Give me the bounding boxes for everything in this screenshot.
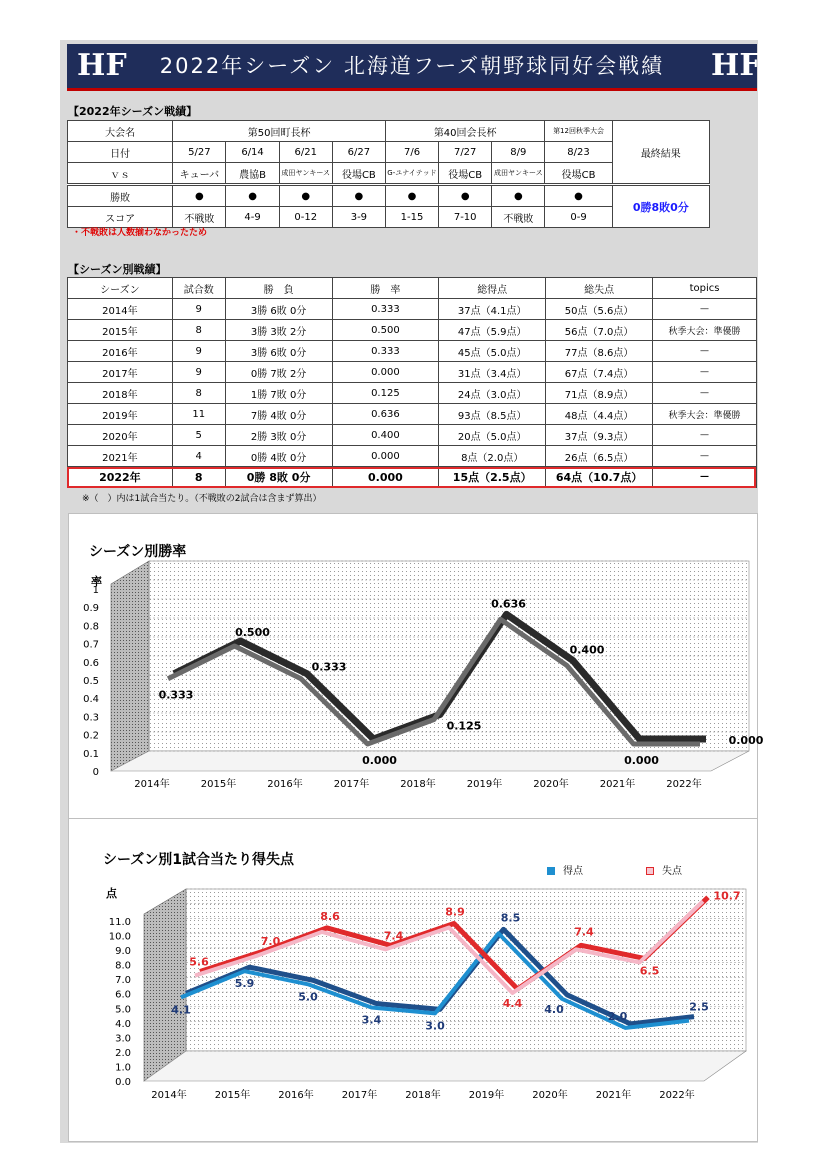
season-cell: 8 bbox=[172, 383, 225, 404]
y-tick-label: 0.8 bbox=[83, 621, 99, 633]
data-label: 0.500 bbox=[235, 626, 270, 639]
result-mark: ● bbox=[385, 185, 438, 207]
data-label: 10.7 bbox=[713, 889, 741, 903]
x-tick-label: 2017年 bbox=[333, 779, 370, 790]
season-cell: 2019年 bbox=[68, 404, 173, 425]
result-mark: ● bbox=[492, 185, 545, 207]
data-label: 0.000 bbox=[362, 754, 397, 767]
opponent: 成田ヤンキース bbox=[279, 163, 332, 185]
y-tick-label: 5.0 bbox=[115, 1004, 131, 1016]
season-row bbox=[68, 446, 757, 467]
data-label: 5.0 bbox=[298, 990, 318, 1004]
season-cell: 3勝 3敗 2分 bbox=[225, 320, 332, 341]
column-header: 総得点 bbox=[439, 278, 546, 299]
x-tick-label: 2018年 bbox=[400, 779, 436, 790]
season-cell: 77点（8.6点） bbox=[546, 341, 653, 362]
y-tick-label: 0.3 bbox=[83, 712, 99, 724]
game-date: 6/21 bbox=[279, 142, 332, 163]
game-score: 不戦敗 bbox=[173, 207, 226, 228]
data-label: 0.333 bbox=[158, 688, 194, 702]
legend-allowed-swatch bbox=[646, 867, 654, 875]
win-rate-chart bbox=[69, 514, 764, 819]
season-cell: 0.000 bbox=[332, 362, 439, 383]
y-tick-label: 8.0 bbox=[115, 960, 131, 972]
game-date: 6/14 bbox=[226, 142, 279, 163]
current-season-highlight bbox=[67, 467, 756, 488]
season-cell: 8 bbox=[172, 467, 225, 488]
season-cell: — bbox=[653, 446, 757, 467]
column-header: topics bbox=[653, 278, 757, 299]
data-label: 5.6 bbox=[189, 955, 209, 969]
data-label: 2.0 bbox=[607, 1009, 628, 1023]
season-cell: — bbox=[653, 467, 757, 488]
result-mark: ● bbox=[226, 185, 279, 207]
y-tick-label: 0.4 bbox=[83, 694, 99, 706]
data-label: 4.1 bbox=[171, 1003, 191, 1017]
win-rate-chart-title: シーズン別勝率 bbox=[89, 544, 187, 560]
result-mark: ● bbox=[173, 185, 226, 207]
data-label: 5.9 bbox=[234, 977, 255, 991]
row-label: 日付 bbox=[68, 142, 173, 163]
season-cell: 2016年 bbox=[68, 341, 173, 362]
row-label: ｖｓ bbox=[68, 163, 173, 185]
y-tick-label: 0.9 bbox=[83, 603, 99, 615]
result-mark: ● bbox=[279, 185, 332, 207]
y-tick-label: 7.0 bbox=[115, 975, 131, 987]
season-row bbox=[68, 362, 757, 383]
season-cell: 67点（7.4点） bbox=[546, 362, 653, 383]
seasons-label: 【シーズン別戦績】 bbox=[68, 263, 167, 276]
data-label: 7.4 bbox=[383, 929, 404, 943]
per-game-note: ※（ ）内は1試合当たり。（不戦敗の2試合は含まず算出） bbox=[82, 494, 322, 504]
y-tick-label: 10.0 bbox=[108, 931, 131, 943]
opponent: 役場CB bbox=[332, 163, 385, 185]
column-header: 総失点 bbox=[546, 278, 653, 299]
season-cell: 47点（5.9点） bbox=[439, 320, 546, 341]
x-tick-label: 2014年 bbox=[134, 779, 170, 790]
result-mark: ● bbox=[332, 185, 385, 207]
y-tick-label: 0.0 bbox=[115, 1077, 131, 1088]
final-label: 最終結果 bbox=[612, 121, 709, 185]
tournament-name: 第40回会長杯 bbox=[385, 121, 544, 142]
opponent: 役場CB bbox=[545, 163, 612, 185]
season-cell: 15点（2.5点） bbox=[439, 467, 546, 488]
game-date: 8/9 bbox=[492, 142, 545, 163]
data-label: 0.400 bbox=[569, 643, 605, 657]
club-logo-right: HF bbox=[711, 48, 761, 83]
opponent: 成田ヤンキース bbox=[492, 163, 545, 185]
x-tick-label: 2014年 bbox=[151, 1090, 187, 1101]
y-tick-label: 11.0 bbox=[108, 917, 131, 928]
data-label: 8.5 bbox=[500, 911, 521, 925]
season-cell: — bbox=[653, 383, 757, 404]
season-cell: 0.000 bbox=[332, 467, 439, 488]
data-label: 3.4 bbox=[361, 1013, 382, 1027]
season-cell: 50点（5.6点） bbox=[546, 299, 653, 320]
final-result: 0勝8敗0分 bbox=[612, 185, 709, 228]
column-header: 勝 負 bbox=[225, 278, 332, 299]
x-tick-label: 2018年 bbox=[405, 1090, 441, 1101]
y-tick-label: 0.2 bbox=[83, 730, 99, 742]
y-tick-label: 3.0 bbox=[115, 1033, 131, 1045]
legend-allowed bbox=[646, 862, 682, 877]
x-tick-label: 2022年 bbox=[659, 1090, 695, 1101]
data-label: 8.9 bbox=[445, 905, 465, 919]
data-label: 0.636 bbox=[491, 597, 526, 611]
season-row bbox=[68, 341, 757, 362]
seasons-table bbox=[67, 277, 757, 488]
x-tick-label: 2015年 bbox=[214, 1090, 251, 1101]
season-2022-table bbox=[67, 120, 710, 228]
runs-chart-title: シーズン別1試合当たり得失点 bbox=[103, 852, 295, 868]
x-tick-label: 2020年 bbox=[532, 1090, 568, 1101]
data-label: 0.333 bbox=[311, 660, 347, 674]
win-rate-chart-panel bbox=[68, 513, 764, 820]
season-cell: 20点（5.0点） bbox=[439, 425, 546, 446]
season-cell: 2021年 bbox=[68, 446, 173, 467]
opponent: キューバ bbox=[173, 163, 226, 185]
tournament-name: 第12回秋季大会 bbox=[545, 121, 612, 142]
season-row bbox=[68, 404, 757, 425]
game-score: 7-10 bbox=[439, 207, 492, 228]
result-mark: ● bbox=[545, 185, 612, 207]
column-header: 勝 率 bbox=[332, 278, 439, 299]
data-label: 0.000 bbox=[624, 754, 659, 767]
game-score: 0-9 bbox=[545, 207, 612, 228]
chart-side-wall bbox=[144, 889, 186, 1081]
season-cell: — bbox=[653, 425, 757, 446]
season-cell: 秋季大会：準優勝 bbox=[653, 320, 757, 341]
y-tick-label: 1 bbox=[92, 585, 99, 596]
season-cell: 0勝 8敗 0分 bbox=[225, 467, 332, 488]
season-cell: 37点（9.3点） bbox=[546, 425, 653, 446]
season-cell: 2014年 bbox=[68, 299, 173, 320]
season-cell: 2020年 bbox=[68, 425, 173, 446]
x-tick-label: 2015年 bbox=[200, 779, 237, 790]
season-cell: 0.500 bbox=[332, 320, 439, 341]
result-row bbox=[68, 185, 710, 207]
season-cell: 0.636 bbox=[332, 404, 439, 425]
x-tick-label: 2020年 bbox=[533, 779, 569, 790]
season-row bbox=[68, 299, 757, 320]
seasons-body bbox=[68, 299, 757, 488]
legend-runs-swatch bbox=[547, 867, 555, 875]
y-tick-label: 6.0 bbox=[115, 989, 131, 1001]
season-cell: 0.400 bbox=[332, 425, 439, 446]
seasons-header-row bbox=[68, 278, 757, 299]
season-cell: 64点（10.7点） bbox=[546, 467, 653, 488]
season-cell: 8点（2.0点） bbox=[439, 446, 546, 467]
y-tick-label: 1.0 bbox=[115, 1062, 131, 1074]
result-mark: ● bbox=[439, 185, 492, 207]
legend-runs bbox=[547, 862, 583, 877]
season-cell: 0.125 bbox=[332, 383, 439, 404]
chart-side-wall bbox=[111, 561, 149, 771]
x-tick-label: 2016年 bbox=[278, 1090, 314, 1101]
season-cell: 9 bbox=[172, 362, 225, 383]
x-tick-label: 2019年 bbox=[466, 779, 503, 790]
x-tick-label: 2016年 bbox=[267, 779, 303, 790]
season-cell: 0勝 7敗 2分 bbox=[225, 362, 332, 383]
season-cell: 2018年 bbox=[68, 383, 173, 404]
game-date: 7/27 bbox=[439, 142, 492, 163]
y-tick-label: 2.0 bbox=[115, 1047, 131, 1059]
season-cell: 45点（5.0点） bbox=[439, 341, 546, 362]
season-cell: 26点（6.5点） bbox=[546, 446, 653, 467]
legend-runs-label: 得点 bbox=[563, 866, 583, 877]
forfeit-note: ・不戦敗は人数揃わなかったため bbox=[72, 228, 208, 238]
season-cell: 0.000 bbox=[332, 446, 439, 467]
season-cell: 3勝 6敗 0分 bbox=[225, 341, 332, 362]
data-label: 4.0 bbox=[544, 1002, 564, 1016]
x-tick-label: 2019年 bbox=[468, 1090, 505, 1101]
season-cell: 8 bbox=[172, 320, 225, 341]
season-cell: 56点（7.0点） bbox=[546, 320, 653, 341]
x-tick-label: 2021年 bbox=[599, 779, 636, 790]
game-score: 0-12 bbox=[279, 207, 332, 228]
page-title: 2022年シーズン 北海道フーズ朝野球同好会戦績 bbox=[159, 54, 665, 78]
season-cell: 5 bbox=[172, 425, 225, 446]
legend-allowed-label: 失点 bbox=[662, 866, 682, 877]
season-cell: 7勝 4敗 0分 bbox=[225, 404, 332, 425]
x-tick-label: 2017年 bbox=[341, 1090, 378, 1101]
club-logo-left: HF bbox=[77, 48, 127, 83]
data-label: 4.4 bbox=[502, 997, 523, 1010]
tournament-name: 第50回町長杯 bbox=[173, 121, 386, 142]
game-score: 3-9 bbox=[332, 207, 385, 228]
column-header: シーズン bbox=[68, 278, 173, 299]
season-cell: 0.333 bbox=[332, 341, 439, 362]
data-label: 7.0 bbox=[260, 935, 281, 949]
y-tick-label: 4.0 bbox=[115, 1018, 131, 1030]
data-label: 0.000 bbox=[728, 734, 764, 747]
win-rate-y-label: 率 bbox=[91, 575, 102, 588]
season-cell: 93点（8.5点） bbox=[439, 404, 546, 425]
season-row bbox=[68, 425, 757, 446]
y-tick-label: 0.6 bbox=[83, 657, 99, 669]
season-cell: 9 bbox=[172, 299, 225, 320]
season-cell: 31点（3.4点） bbox=[439, 362, 546, 383]
chart-floor bbox=[144, 1051, 746, 1081]
row-label: スコア bbox=[68, 207, 173, 228]
data-label: 7.4 bbox=[574, 925, 594, 939]
row-label: 大会名 bbox=[68, 121, 173, 142]
opponent: 役場CB bbox=[439, 163, 492, 185]
season-cell: 2022年 bbox=[68, 467, 173, 488]
season-cell: 2勝 3敗 0分 bbox=[225, 425, 332, 446]
season-row bbox=[68, 320, 757, 341]
season-cell: 1勝 7敗 0分 bbox=[225, 383, 332, 404]
data-label: 3.0 bbox=[425, 1019, 445, 1033]
row-label: 勝敗 bbox=[68, 185, 173, 207]
data-label: 2.5 bbox=[689, 1000, 709, 1014]
season-cell: 0勝 4敗 0分 bbox=[225, 446, 332, 467]
season-2022-label: 【2022年シーズン戦績】 bbox=[68, 105, 198, 118]
y-tick-label: 9.0 bbox=[115, 946, 131, 958]
y-tick-label: 0 bbox=[92, 767, 99, 778]
season-cell: 48点（4.4点） bbox=[546, 404, 653, 425]
season-cell: 37点（4.1点） bbox=[439, 299, 546, 320]
game-date: 7/6 bbox=[385, 142, 438, 163]
season-cell: 3勝 6敗 0分 bbox=[225, 299, 332, 320]
season-cell: — bbox=[653, 341, 757, 362]
page-banner bbox=[67, 44, 761, 91]
y-tick-label: 0.1 bbox=[83, 748, 99, 760]
season-cell: — bbox=[653, 362, 757, 383]
season-cell: 71点（8.9点） bbox=[546, 383, 653, 404]
season-row bbox=[68, 383, 757, 404]
game-score: 4-9 bbox=[226, 207, 279, 228]
season-cell: — bbox=[653, 299, 757, 320]
column-header: 試合数 bbox=[172, 278, 225, 299]
tournament-row bbox=[68, 121, 710, 142]
opponent: 農協B bbox=[226, 163, 279, 185]
season-cell: 0.333 bbox=[332, 299, 439, 320]
x-tick-label: 2021年 bbox=[595, 1090, 632, 1101]
season-cell: 4 bbox=[172, 446, 225, 467]
game-date: 8/23 bbox=[545, 142, 612, 163]
season-cell: 24点（3.0点） bbox=[439, 383, 546, 404]
game-score: 不戦敗 bbox=[492, 207, 545, 228]
season-cell: 11 bbox=[172, 404, 225, 425]
y-tick-label: 0.7 bbox=[83, 639, 99, 651]
season-cell: 9 bbox=[172, 341, 225, 362]
game-date: 6/27 bbox=[332, 142, 385, 163]
game-score: 1-15 bbox=[385, 207, 438, 228]
season-cell: 2015年 bbox=[68, 320, 173, 341]
x-tick-label: 2022年 bbox=[666, 779, 702, 790]
season-cell: 秋季大会：準優勝 bbox=[653, 404, 757, 425]
game-date: 5/27 bbox=[173, 142, 226, 163]
y-tick-label: 0.5 bbox=[83, 676, 99, 687]
data-label: 0.125 bbox=[446, 719, 482, 733]
opponent: G-ユナイテッド bbox=[385, 163, 438, 185]
season-cell: 2017年 bbox=[68, 362, 173, 383]
runs-y-label: 点 bbox=[106, 887, 117, 900]
data-label: 6.5 bbox=[639, 964, 660, 978]
data-label: 8.6 bbox=[320, 909, 340, 923]
